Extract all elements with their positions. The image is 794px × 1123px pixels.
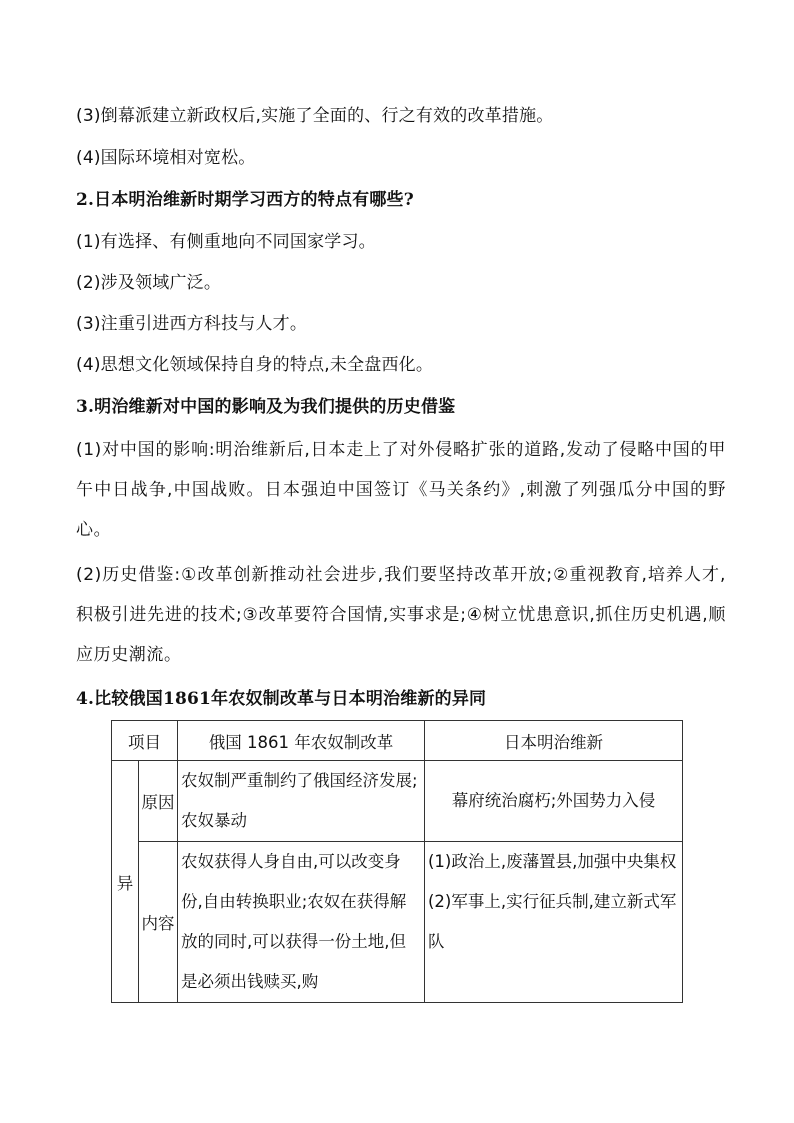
header-item: 项目 bbox=[112, 721, 178, 761]
header-russia: 俄国 1861 年农奴制改革 bbox=[178, 721, 425, 761]
japan-content-political: (1)政治上,废藩置县,加强中央集权 bbox=[428, 852, 677, 871]
japan-content bbox=[425, 842, 683, 1003]
feature-4: (4)思想文化领域保持自身的特点,未全盘西化。 bbox=[76, 355, 434, 375]
feature-3: (3)注重引进西方科技与人才。 bbox=[76, 314, 308, 334]
historical-lessons-paragraph: (2)历史借鉴:①改革创新推动社会进步,我们要坚持改革开放;②重视教育,培养人才,积极引进先进的技术;③改革要符合国情,实事求是;④树立忧患意识,抓住历史机遇,顺应历史潮流。 bbox=[76, 565, 726, 665]
table-header-row bbox=[112, 721, 683, 761]
point-4-international-environment: (4)国际环境相对宽松。 bbox=[76, 148, 256, 168]
influence-on-china-paragraph: (1)对中国的影响:明治维新后,日本走上了对外侵略扩张的道路,发动了侵略中国的甲午中日战争,中国战败。日本强迫中国签订《马关条约》,刺激了列强瓜分中国的野心。 bbox=[76, 440, 726, 540]
table-row bbox=[112, 842, 683, 1003]
header-japan: 日本明治维新 bbox=[425, 721, 683, 761]
table-row bbox=[112, 761, 683, 842]
section-2-heading: 2.日本明治维新时期学习西方的特点有哪些? bbox=[76, 190, 414, 210]
feature-1: (1)有选择、有侧重地向不同国家学习。 bbox=[76, 232, 376, 252]
russia-content: 农奴获得人身自由,可以改变身份,自由转换职业;农奴在获得解放的同时,可以获得一份土地,但是必须出钱赎买,购 bbox=[178, 842, 425, 1003]
point-3-new-government: (3)倒幕派建立新政权后,实施了全面的、行之有效的改革措施。 bbox=[76, 106, 554, 126]
feature-2: (2)涉及领域广泛。 bbox=[76, 273, 222, 293]
row-label-cause: 原因 bbox=[139, 761, 178, 842]
japan-content-military: (2)军事上,实行征兵制,建立新式军队 bbox=[428, 892, 677, 951]
section-4-heading: 4.比较俄国1861年农奴制改革与日本明治维新的异同 bbox=[76, 689, 487, 709]
russia-cause: 农奴制严重制约了俄国经济发展;农奴暴动 bbox=[178, 761, 425, 842]
difference-group-label: 异 bbox=[112, 761, 139, 1003]
japan-cause: 幕府统治腐朽;外国势力入侵 bbox=[425, 761, 683, 842]
section-3-heading: 3.明治维新对中国的影响及为我们提供的历史借鉴 bbox=[76, 397, 456, 417]
row-label-content: 内容 bbox=[139, 842, 178, 1003]
comparison-table bbox=[111, 720, 683, 1003]
